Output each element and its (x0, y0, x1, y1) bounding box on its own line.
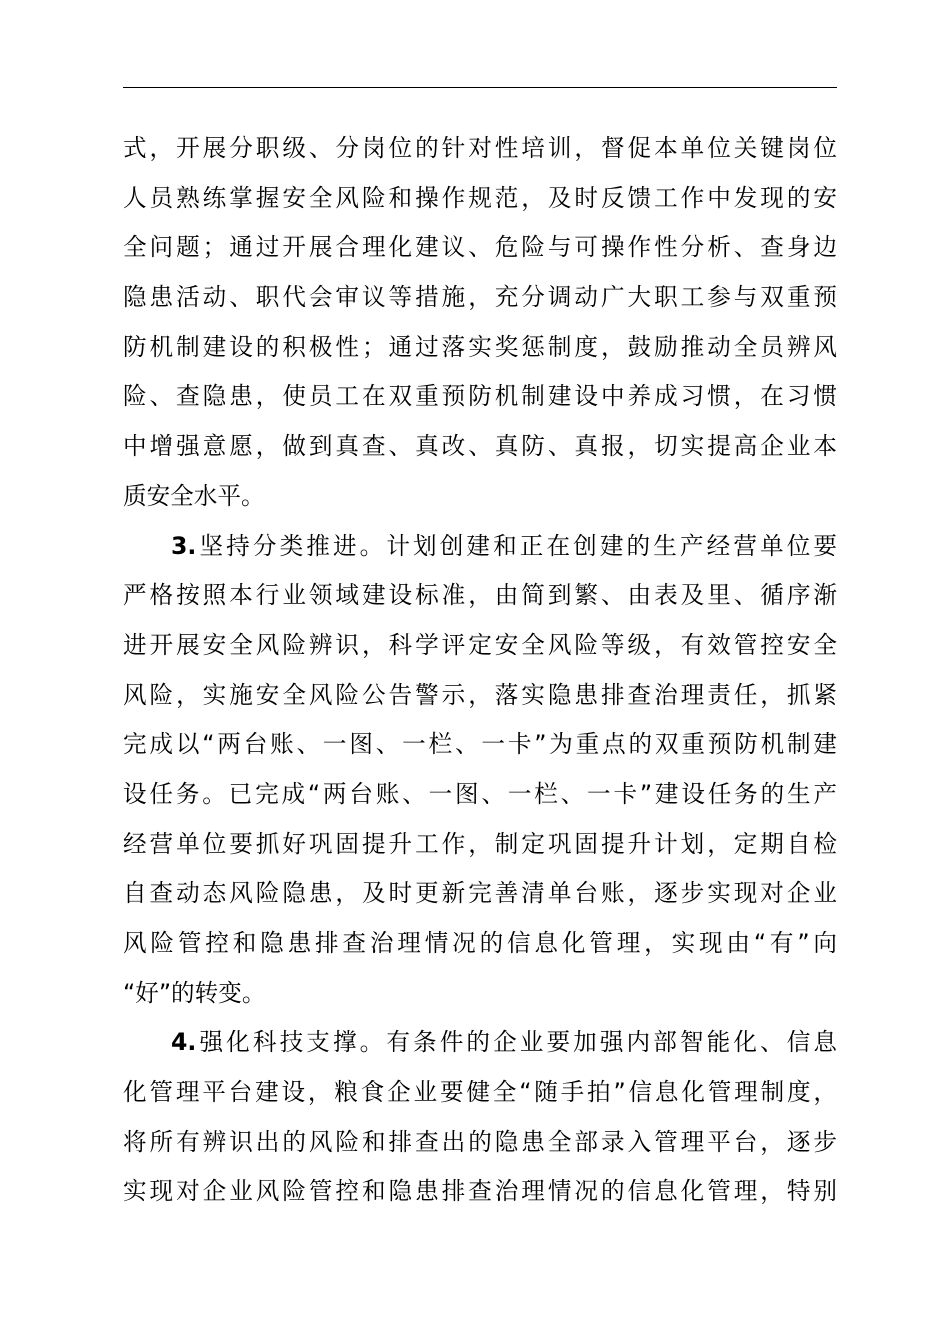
text-line-first (123, 1018, 837, 1068)
text-line: 进开展安全风险辨识，科学评定安全风险等级，有效管控安全 (123, 630, 837, 659)
text-line: 自查动态风险隐患，及时更新完善清单台账，逐步实现对企业 (123, 879, 837, 908)
paragraph-item-4 (123, 1018, 837, 1217)
text-line: 完成以“两台账、一图、一栏、一卡”为重点的双重预防机制建 (123, 730, 837, 759)
text-line: 人员熟练掌握安全风险和操作规范，及时反馈工作中发现的安 (123, 183, 837, 212)
text-line: 隐患活动、职代会审议等措施，充分调动广大职工参与双重预 (123, 283, 837, 312)
text-line: 经营单位要抓好巩固提升工作，制定巩固提升计划，定期自检 (123, 829, 837, 858)
text-line: 风险管控和隐患排查治理情况的信息化管理，实现由“有”向 (123, 929, 837, 957)
item-number: 4. (171, 1028, 197, 1057)
text-run: 坚持分类推进。计划创建和正在创建的生产经营单位要 (196, 531, 837, 560)
text-run: 强化科技支撑。有条件的企业要加强内部智能化、信息 (196, 1028, 837, 1057)
text-line: “好”的转变。 (123, 978, 266, 1007)
text-line: 中增强意愿，做到真查、真改、真防、真报，切实提高企业本 (123, 432, 837, 461)
text-line: 实现对企业风险管控和隐患排查治理情况的信息化管理，特别 (123, 1177, 837, 1206)
text-line: 防机制建设的积极性；通过落实奖惩制度，鼓励推动全员辨风 (123, 332, 837, 361)
text-line: 风险，实施安全风险公告警示，落实隐患排查治理责任，抓紧 (123, 680, 837, 709)
header-rule (123, 87, 837, 88)
text-line: 质安全水平。 (123, 481, 265, 510)
text-line: 式，开展分职级、分岗位的针对性培训，督促本单位关键岗位 (123, 134, 837, 162)
paragraph-continued (123, 124, 837, 522)
text-line: 严格按照本行业领域建设标准，由简到繁、由表及里、循序渐 (123, 581, 837, 610)
item-number: 3. (171, 531, 197, 560)
text-line: 将所有辨识出的风险和排查出的隐患全部录入管理平台，逐步 (123, 1127, 837, 1156)
body-text (123, 124, 837, 1217)
text-line-first (123, 522, 837, 572)
text-line: 险、查隐患，使员工在双重预防机制建设中养成习惯，在习惯 (123, 382, 837, 411)
text-line: 化管理平台建设，粮食企业要健全“随手拍”信息化管理制度， (123, 1078, 837, 1107)
text-line: 全问题；通过开展合理化建议、危险与可操作性分析、查身边 (123, 233, 837, 262)
paragraph-item-3 (123, 522, 837, 1019)
text-line: 设任务。已完成“两台账、一图、一栏、一卡”建设任务的生产 (123, 779, 837, 808)
